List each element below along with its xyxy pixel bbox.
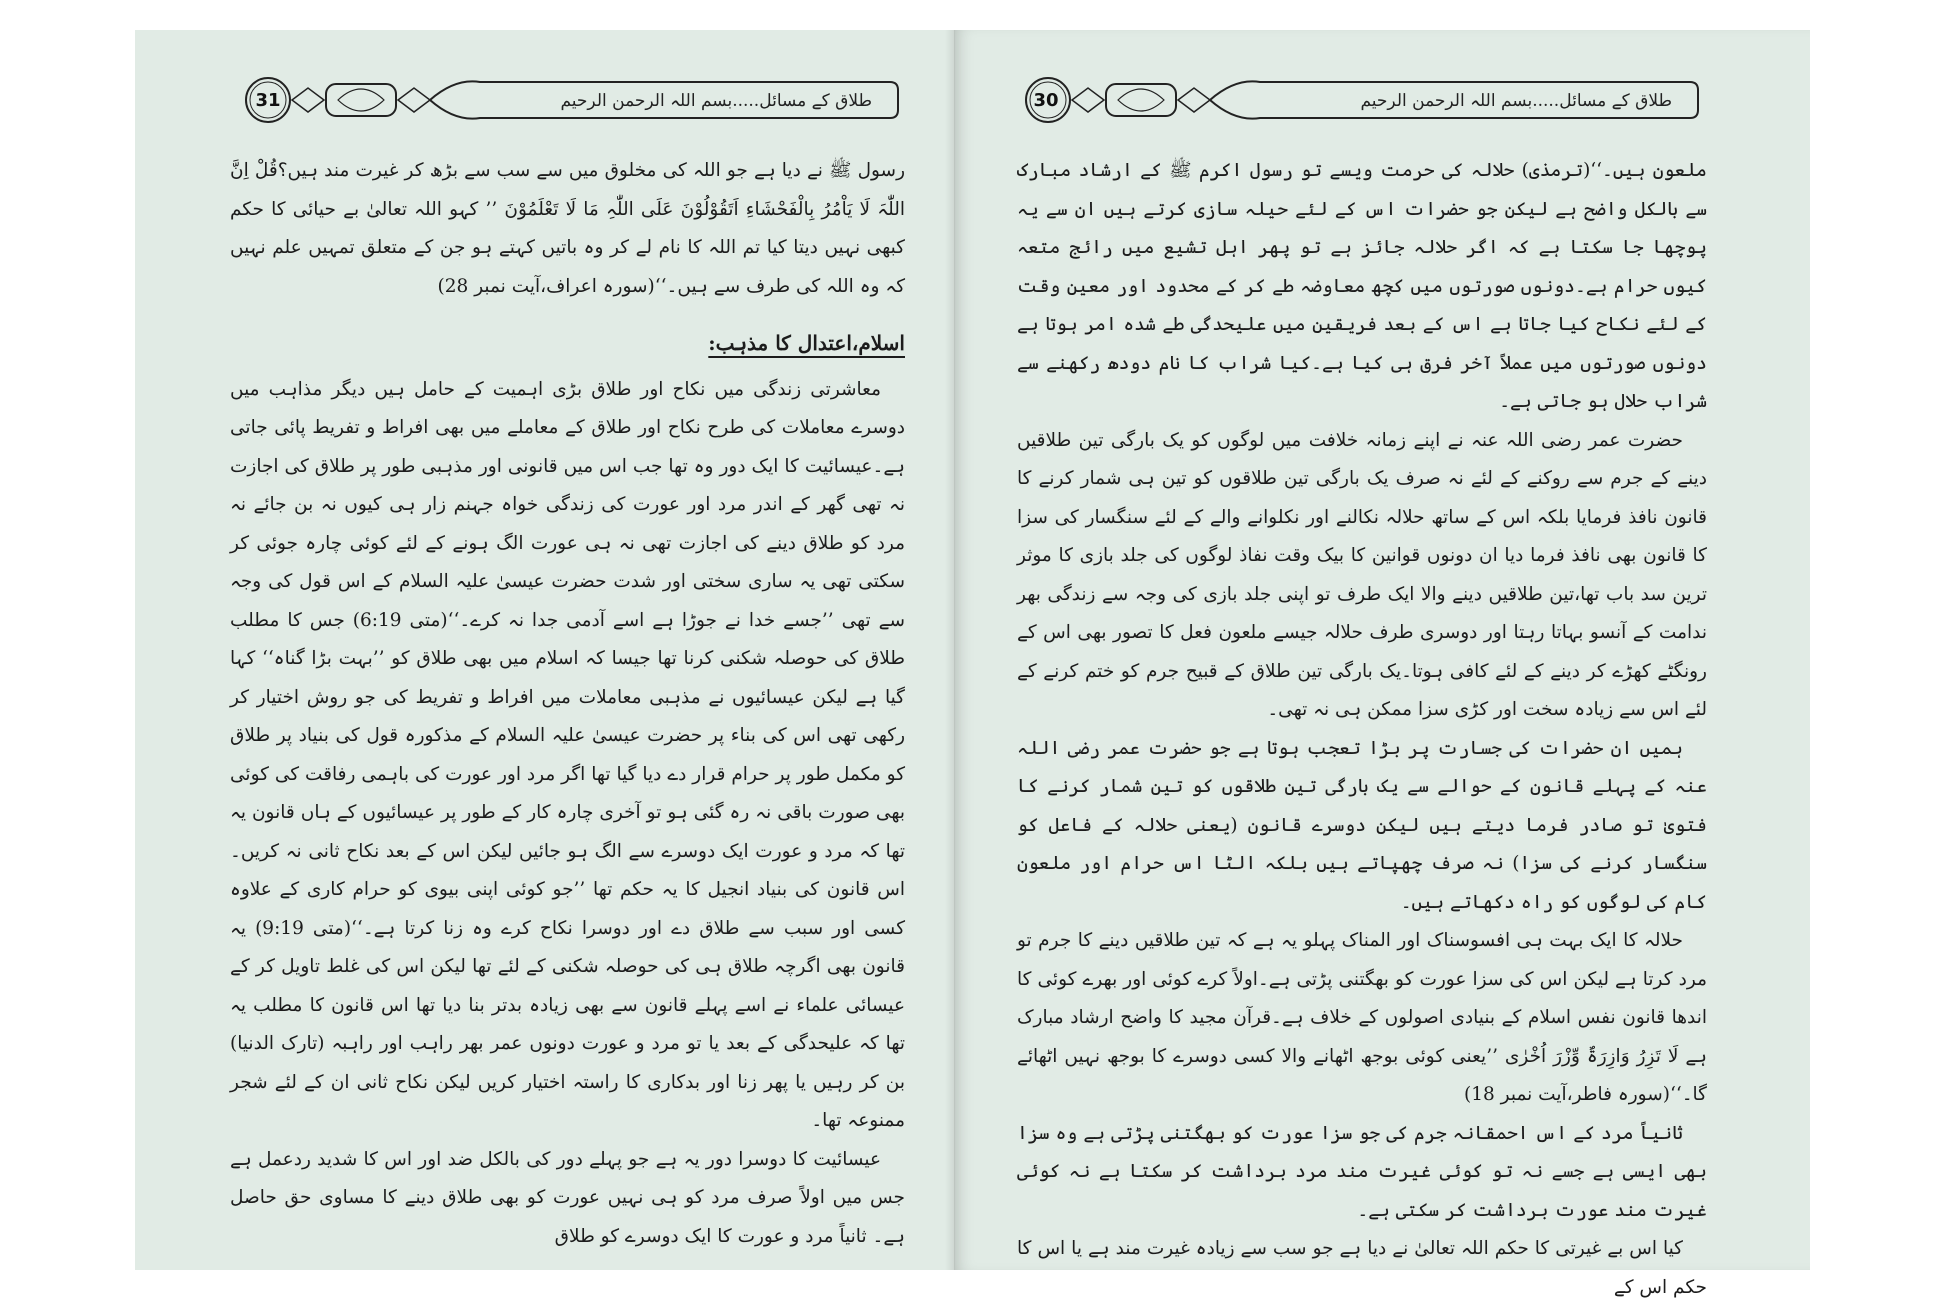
right-body-text (1017, 152, 1707, 1307)
running-header: طلاق کے مسائل.....بسم اللہ الرحمن الرحیم (1360, 91, 1672, 111)
paragraph: حضرت عمر رضی اللہ عنہ نے اپنے زمانہ خلافت میں لوگوں کو یک بارگی تین طلاقیں دینے کے جرم سے روکنے کے لئے نہ صرف یک بارگی تین طلاقوں کو تین ہی شمار کرنے کا قانون نافذ فرمایا بلکہ اس کے ساتھ حلالہ نکالنے اور نکلوانے والے کے لئے سنگسار کی سزا کا قانون بھی نافذ فرما دیا ان دونوں قوانین کا بیک وقت نفاذ لوگوں کی جلد بازی کا موثر ترین سد باب تھا،تین طلاقیں دینے والا ایک طرف تو اپنی جلد بازی کی وجہ سے زندگی بھر ندامت کے آنسو بہاتا رہتا اور دوسری طرف حلالہ جیسے ملعون فعل کا تصور بھی اس کے رونگٹے کھڑے کر دینے کے لئے کافی ہوتا۔یک بارگی تین طلاق کے قبیح جرم کو ختم کرنے کے لئے اس سے زیادہ سخت اور کڑی سزا ممکن ہی نہ تھی۔ (1017, 429, 1707, 720)
right-page (955, 30, 1810, 1298)
paragraph: معاشرتی زندگی میں نکاح اور طلاق بڑی اہمیت کے حامل ہیں دیگر مذاہب میں دوسرے معاملات کی طرح نکاح اور طلاق کے معاملے میں بھی افراط و تفریط پائی جاتی ہے۔عیسائیت کا ایک دور وہ تھا جب اس میں قانونی اور مذہبی طور پر طلاق کی اجازت نہ تھی گھر کے اندر مرد اور عورت کی زندگی خواہ جہنم زار ہی کیوں نہ بن جائے نہ مرد کو طلاق دینے کی اجازت تھی نہ ہی عورت الگ ہونے کے لئے کوئی چارہ جوئی کر سکتی تھی یہ ساری سختی اور شدت حضرت عیسیٰ علیہ السلام کے اس قول کی وجہ سے تھی ’’جسے خدا نے جوڑا ہے اسے آدمی جدا نہ کرے۔‘‘(متی 6:19) جس کا مطلب طلاق کی حوصلہ شکنی کرنا تھا جیسا کہ اسلام میں بھی طلاق کو ’’بہت بڑا گناہ‘‘ کہا گیا ہے لیکن عیسائیوں نے مذہبی معاملات میں افراط و تفریط کی جو روش اختیار کر رکھی تھی اس کی بناء پر حضرت عیسیٰ علیہ السلام کے مذکورہ قول کی بنیاد پر طلاق کو مکمل طور پر حرام قرار دے دیا گیا تھا اگر مرد اور عورت کی باہمی رفاقت کی کوئی بھی صورت باقی نہ رہ گئی ہو تو آخری چارہ کار کے طور پر عیسائیوں کے ہاں قانون یہ تھا کہ مرد و عورت ایک دوسرے سے الگ ہو جائیں لیکن اس کے بعد نکاح ثانی نہ کریں۔اس قانون کی بنیاد انجیل کا یہ حکم تھا ’’جو کوئی اپنی بیوی کو حرام کاری کے علاوہ کسی اور سبب سے طلاق دے اور دوسرا نکاح کرے وہ زنا کرتا ہے۔‘‘(متی 9:19) یہ قانون بھی اگرچہ طلاق ہی کی حوصلہ شکنی کے لئے تھا لیکن اس کی غلط تاویل کر کے عیسائی علماء نے اسے پہلے قانون سے بھی زیادہ بدتر بنا دیا تھا اس قانون کا مطلب یہ تھا کہ علیحدگی کے بعد یا تو مرد و عورت دونوں عمر بھر راہب اور راہبہ (تارک الدنیا) بن کر رہیں یا پھر زنا اور بدکاری کا راستہ اختیار کریں لیکن نکاح ثانی ان کے لئے شجر ممنوعہ تھا۔ (230, 378, 905, 1131)
page-number: 30 (1033, 90, 1059, 111)
paragraph: کیا اس بے غیرتی کا حکم اللہ تعالیٰ نے دیا ہے جو سب سے زیادہ غیرت مند ہے یا اس کا حکم اس کے (1017, 1238, 1707, 1298)
paragraph: ملعون ہیں۔‘‘(ترمذی) حلالہ کی حرمت ویسے تو رسول اکرم ﷺ کے ارشاد مبارک سے بالکل واضح ہے لیکن جو حضرات اس کے لئے حیلہ سازی کرتے ہیں ان سے یہ پوچھا جا سکتا ہے کہ اگر حلالہ جائز ہے تو پھر اہل تشیع میں رائج متعہ کیوں حرام ہے۔دونوں صورتوں میں کچھ معاوضہ طے کر کے محدود اور معین وقت کے لئے نکاح کیا جاتا ہے اس کے بعد فریقین میں علیحدگی طے شدہ امر ہوتا ہے دونوں صورتوں میں عملاً آخر فرق ہی کیا ہے۔کیا شراب کا نام دودھ رکھنے سے شراب حلال ہو جاتی ہے۔ (1017, 160, 1707, 412)
section-heading: اسلام،اعتدال کا مذہب: (708, 331, 905, 355)
paragraph: عیسائیت کا دوسرا دور یہ ہے جو پہلے دور کی بالکل ضد اور اس کا شدید ردعمل ہے جس میں اولاً صرف مرد کو ہی نہیں عورت کو بھی طلاق دینے کا مساوی حق حاصل ہے۔ ثانیاً مرد و عورت کا ایک دوسرے کو طلاق (230, 1148, 905, 1247)
paragraph: ثانیاً مرد کے اس احمقانہ جرم کی جو سزا عورت کو بھگتنی پڑتی ہے وہ سزا بھی ایسی ہے جسے نہ تو کوئی غیرت مند مرد برداشت کر سکتا ہے نہ کوئی غیرت مند عورت برداشت کر سکتی ہے۔ (1017, 1122, 1707, 1221)
left-body-text (230, 152, 905, 1256)
right-header-ornament (1010, 70, 1700, 130)
page-number: 31 (255, 90, 281, 111)
running-header: طلاق کے مسائل.....بسم اللہ الرحمن الرحیم (560, 91, 872, 111)
left-header-ornament (230, 70, 900, 130)
paragraph: ہمیں ان حضرات کی جسارت پر بڑا تعجب ہوتا ہے جو حضرت عمر رضی اللہ عنہ کے پہلے قانون کے حوالے سے یک بارگی تین طلاقوں کو تین شمار کرنے کا فتویٰ تو صادر فرما دیتے ہیں لیکن دوسرے قانون (یعنی حلالہ کے فاعل کو سنگسار کرنے کی سزا) نہ صرف چھپاتے ہیں بلکہ الٹا اس حرام اور ملعون کام کی لوگوں کو راہ دکھاتے ہیں۔ (1017, 737, 1707, 913)
paragraph: حلالہ کا ایک بہت ہی افسوسناک اور المناک پہلو یہ ہے کہ تین طلاقیں دینے کا جرم تو مرد کرتا ہے لیکن اس کی سزا عورت کو بھگتنی پڑتی ہے۔اولاً کرے کوئی اور بھرے کوئی کا اندھا قانون نفس اسلام کے بنیادی اصولوں کے خلاف ہے۔قرآن مجید کا واضح ارشاد مبارک ہے لَا تَزِرُ وَازِرَۃٌ وِّزْرَ اُخْرٰی ’’یعنی کوئی بوجھ اٹھانے والا کسی دوسرے کا بوجھ نہیں اٹھائے گا۔‘‘(سورہ فاطر،آیت نمبر 18) (1017, 930, 1707, 1105)
paragraph: رسول ﷺ نے دیا ہے جو اللہ کی مخلوق میں سے سب سے بڑھ کر غیرت مند ہیں؟قُلْ اِنَّ اللّٰہَ لَا یَاْمُرُ بِالْفَحْشَاءِ اَتَقُوْلُوْنَ عَلَی اللّٰہِ مَا لَا تَعْلَمُوْنَ ’’ کہو اللہ تعالیٰ بے حیائی کا حکم کبھی نہیں دیتا کیا تم اللہ کا نام لے کر وہ باتیں کہتے ہو جن کے متعلق تمہیں علم نہیں کہ وہ اللہ کی طرف سے ہیں۔‘‘(سورہ اعراف،آیت نمبر 28) (230, 160, 905, 297)
left-page (135, 30, 955, 1270)
